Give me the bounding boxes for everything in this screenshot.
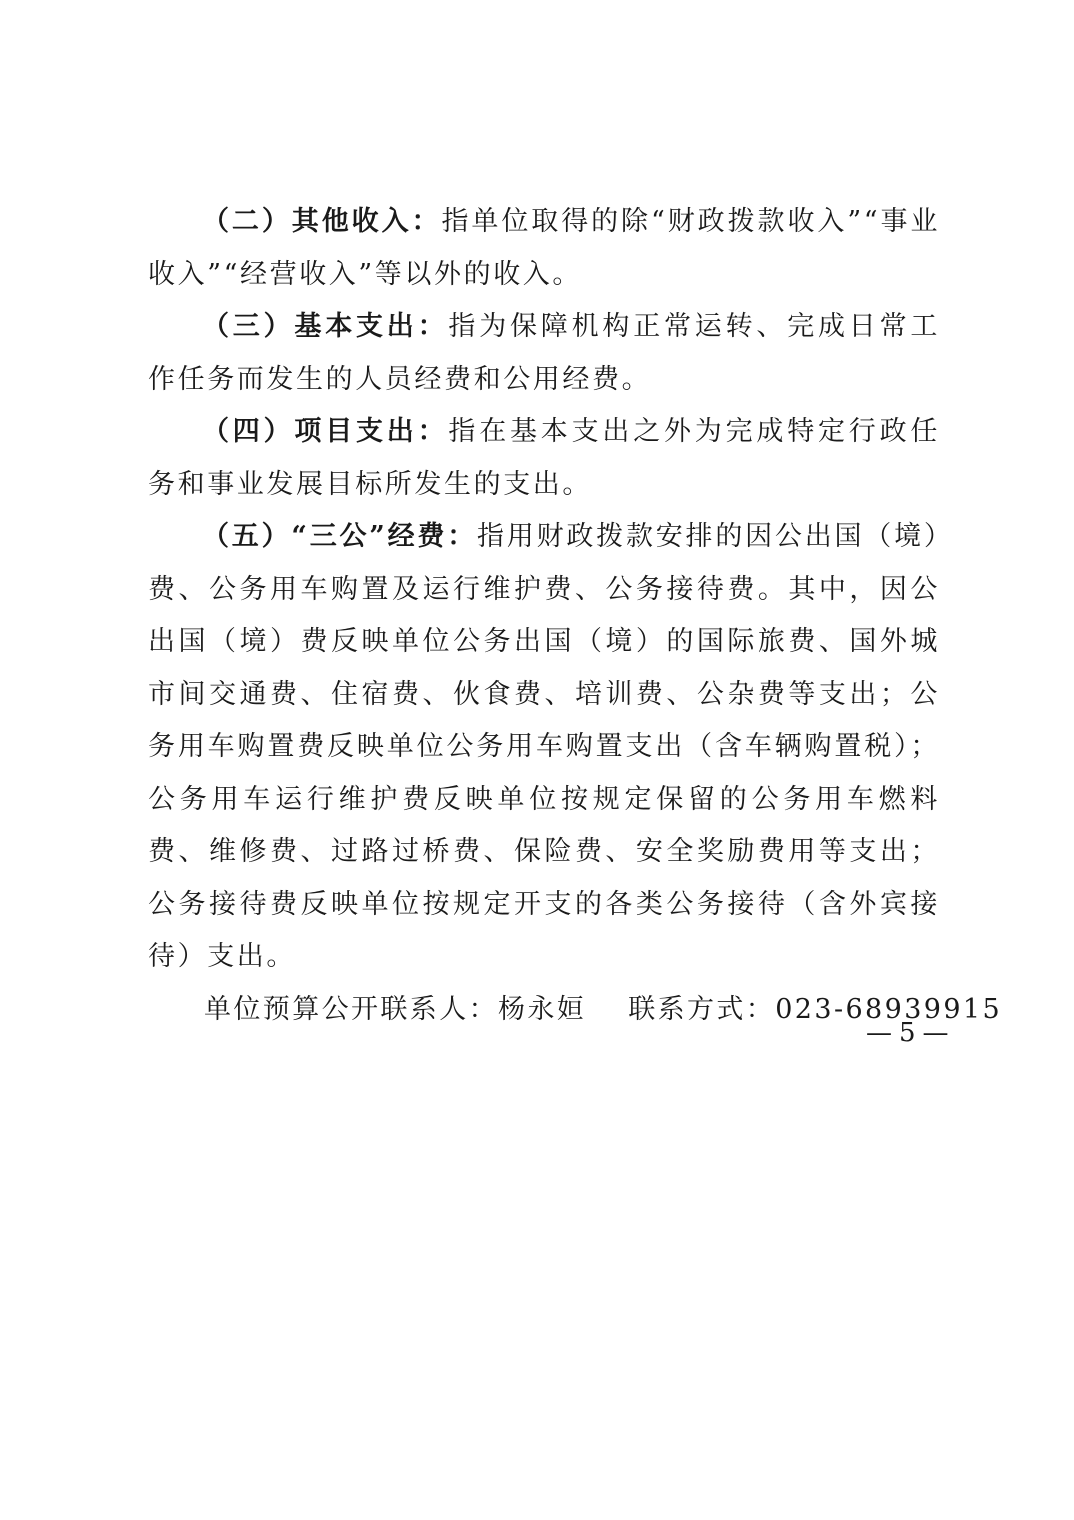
term-definition: 指为保障机构正常运转、完成日常工作任务而发生的人员经费和公用经费。 — [148, 311, 940, 395]
term-heading: （二）其他收入： — [202, 206, 442, 237]
contact-phone: 023-68939915 — [775, 993, 1003, 1025]
contact-line — [148, 984, 1003, 1037]
document-body — [148, 196, 1003, 1036]
paragraph-other-income — [148, 196, 940, 301]
term-heading: （四）项目支出： — [202, 416, 449, 447]
paragraph-basic-expenditure — [148, 301, 940, 406]
page-number-dash-left: — — [866, 1018, 893, 1048]
term-heading: （五）“三公”经费： — [202, 521, 477, 552]
term-heading: （三）基本支出： — [202, 311, 449, 342]
contact-person: 杨永姮 — [498, 993, 587, 1025]
contact-person-label: 单位预算公开联系人： — [204, 993, 498, 1025]
term-definition: 指用财政拨款安排的因公出国（境）费、公务用车购置及运行维护费、公务接待费。其中，因公出国（境）费反映单位公务出国（境）的国际旅费、国外城市间交通费、住宿费、伙食费、培训费、公杂费等支出；公务用车购置费反映单位公务用车购置支出（含车辆购置税）；公务用车运行维护费反映单位按规定保留的公务用车燃料费、维修费、过路过桥费、保险费、安全奖励费用等支出；公务接待费反映单位按规定开支的各类公务接待（含外宾接待）支出。 — [148, 521, 940, 972]
page-number-value: 5 — [899, 1018, 917, 1048]
page-number-dash-right: — — [922, 1018, 950, 1048]
contact-method-label: 联系方式： — [628, 993, 776, 1025]
paragraph-project-expenditure — [148, 406, 940, 511]
paragraph-three-public-expenses — [148, 511, 940, 984]
page-number — [866, 1018, 950, 1048]
term-definition: 指在基本支出之外为完成特定行政任务和事业发展目标所发生的支出。 — [148, 416, 940, 500]
term-definition: 指单位取得的除“财政拨款收入”“事业收入”“经营收入”等以外的收入。 — [148, 206, 940, 290]
